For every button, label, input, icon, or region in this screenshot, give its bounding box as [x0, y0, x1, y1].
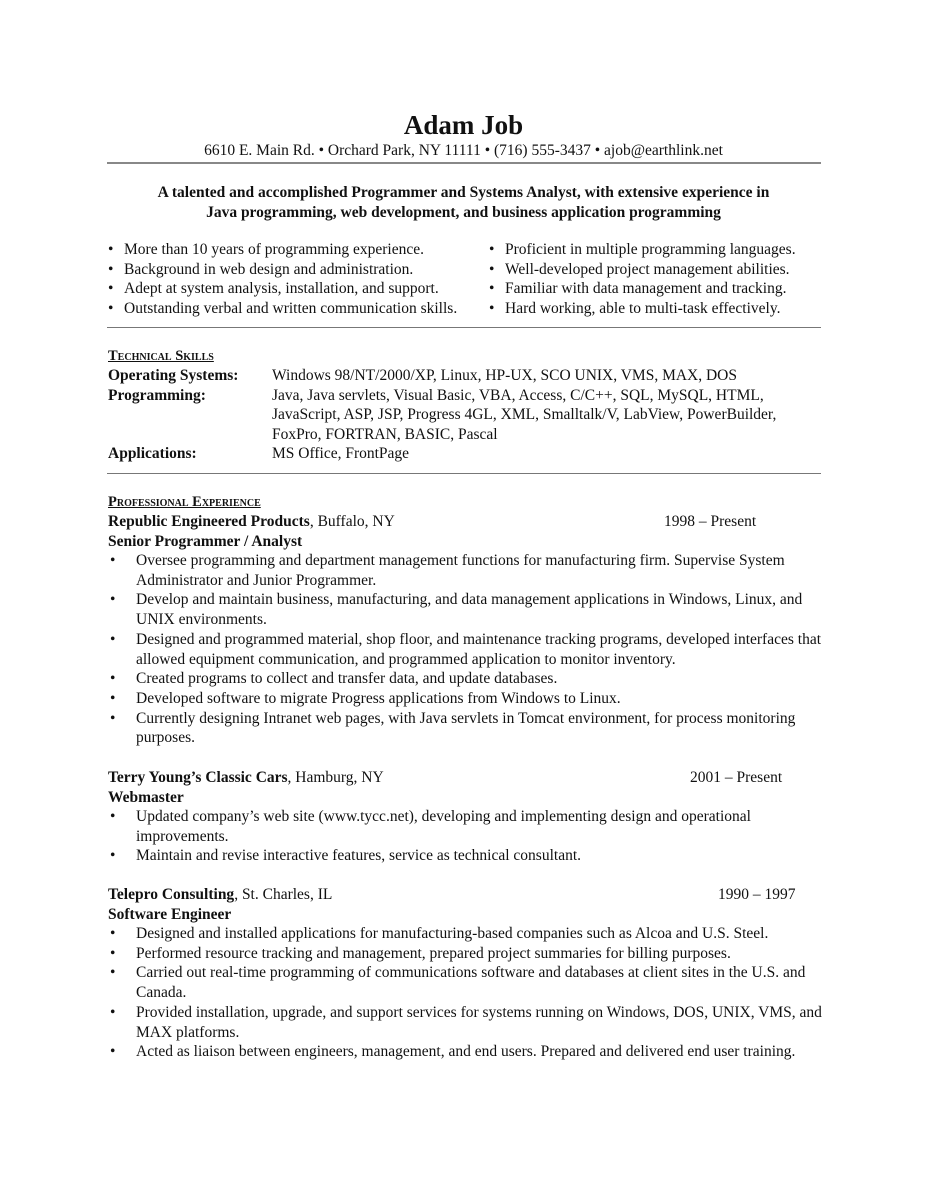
header-divider: [107, 162, 821, 164]
technical-skills-heading: Technical Skills: [108, 348, 214, 364]
duty-item: • Oversee programming and department management functions for manufacturing firm. Supervise System Administrator and Junior Programmer.: [108, 551, 823, 590]
duty-item: • Designed and programmed material, shop floor, and maintenance tracking programs, developed interfaces that allowed equipment communication, and programmed application to monitor inventory.: [108, 630, 823, 669]
candidate-name: Adam Job: [403, 110, 524, 140]
job-dates: 1990 – 1997: [718, 886, 796, 903]
duty-item: • Currently designing Intranet web pages, with Java servlets in Tomcat environment, for process monitoring purposes.: [108, 709, 823, 748]
job-title: Senior Programmer / Analyst: [108, 532, 303, 550]
job-employer: [108, 768, 384, 788]
company-location: , St. Charles, IL: [234, 886, 333, 903]
duty-item: • Maintain and revise interactive features, service as technical consultant.: [108, 846, 823, 866]
highlight-item: • Hard working, able to multi-task effectively.: [489, 299, 781, 317]
skill-label: Operating Systems:: [108, 367, 239, 384]
section-divider: [107, 327, 821, 328]
duty-item: • Develop and maintain business, manufacturing, and data management applications in Windows, Linux, and UNIX environments.: [108, 590, 823, 629]
skill-value: Windows 98/NT/2000/XP, Linux, HP-UX, SCO UNIX, VMS, MAX, DOS: [272, 367, 737, 384]
highlight-item: • More than 10 years of programming experience.: [108, 241, 424, 258]
duty-item: • Carried out real-time programming of communications software and databases at client sites in the U.S. and Canada.: [108, 963, 823, 1002]
job-dates: 2001 – Present: [690, 769, 783, 786]
highlight-item: • Adept at system analysis, installation, and support.: [108, 280, 439, 297]
duty-item: • Provided installation, upgrade, and support services for systems running on Windows, DOS, UNIX, VMS, and MAX platforms.: [108, 1003, 823, 1042]
highlight-item: • Outstanding verbal and written communication skills.: [108, 299, 458, 317]
skill-label: Applications:: [108, 444, 197, 462]
summary-line: A talented and accomplished Programmer and Systems Analyst, with extensive experience in: [157, 184, 770, 201]
duty-item: • Developed software to migrate Progress applications from Windows to Linux.: [108, 689, 823, 709]
skill-value: MS Office, FrontPage: [272, 444, 410, 462]
company-location: , Buffalo, NY: [309, 513, 395, 530]
job-title: Webmaster: [108, 788, 184, 806]
company-name: Republic Engineered Products: [108, 513, 310, 530]
contact-line: 6610 E. Main Rd. • Orchard Park, NY 11111 • (716) 555-3437 • ajob@earthlink.net: [204, 142, 723, 159]
job-duties-list: [108, 551, 823, 748]
highlight-item: • Well-developed project management abilities.: [489, 260, 790, 278]
duty-item: • Acted as liaison between engineers, management, and end users. Prepared and delivered end user training.: [108, 1042, 823, 1062]
company-name: Telepro Consulting: [108, 886, 235, 903]
duty-item: • Created programs to collect and transfer data, and update databases.: [108, 669, 823, 689]
duty-item: • Designed and installed applications for manufacturing-based companies such as Alcoa and U.S. Steel.: [108, 924, 823, 944]
skill-value: Java, Java servlets, Visual Basic, VBA, Access, C/C++, SQL, MySQL, HTML, JavaScript, ASP, JSP, Progress 4GL, XML, Smalltalk/V, LabView, PowerBuilder, FoxPro, FORTRAN, BASIC, Pascal: [272, 386, 777, 443]
job-duties-list: [108, 807, 823, 866]
highlight-item: • Familiar with data management and tracking.: [489, 280, 787, 297]
duty-item: • Updated company’s web site (www.tycc.net), developing and implementing design and operational improvements.: [108, 807, 823, 846]
highlight-item: • Background in web design and administration.: [108, 260, 414, 278]
company-name: Terry Young’s Classic Cars: [108, 769, 288, 786]
skill-label: Programming:: [108, 386, 206, 404]
job-dates: 1998 – Present: [664, 513, 757, 530]
experience-heading: Professional Experience: [108, 494, 261, 510]
job-employer: [108, 885, 332, 905]
summary-line: Java programming, web development, and business application programming: [206, 204, 721, 221]
highlight-item: • Proficient in multiple programming languages.: [489, 241, 796, 258]
job-employer: [108, 512, 395, 532]
section-divider: [107, 473, 821, 474]
job-title: Software Engineer: [108, 905, 232, 923]
job-duties-list: [108, 924, 823, 1062]
duty-item: • Performed resource tracking and management, prepared project summaries for billing purposes.: [108, 944, 823, 964]
company-location: , Hamburg, NY: [287, 769, 384, 786]
summary-statement: [0, 183, 927, 223]
